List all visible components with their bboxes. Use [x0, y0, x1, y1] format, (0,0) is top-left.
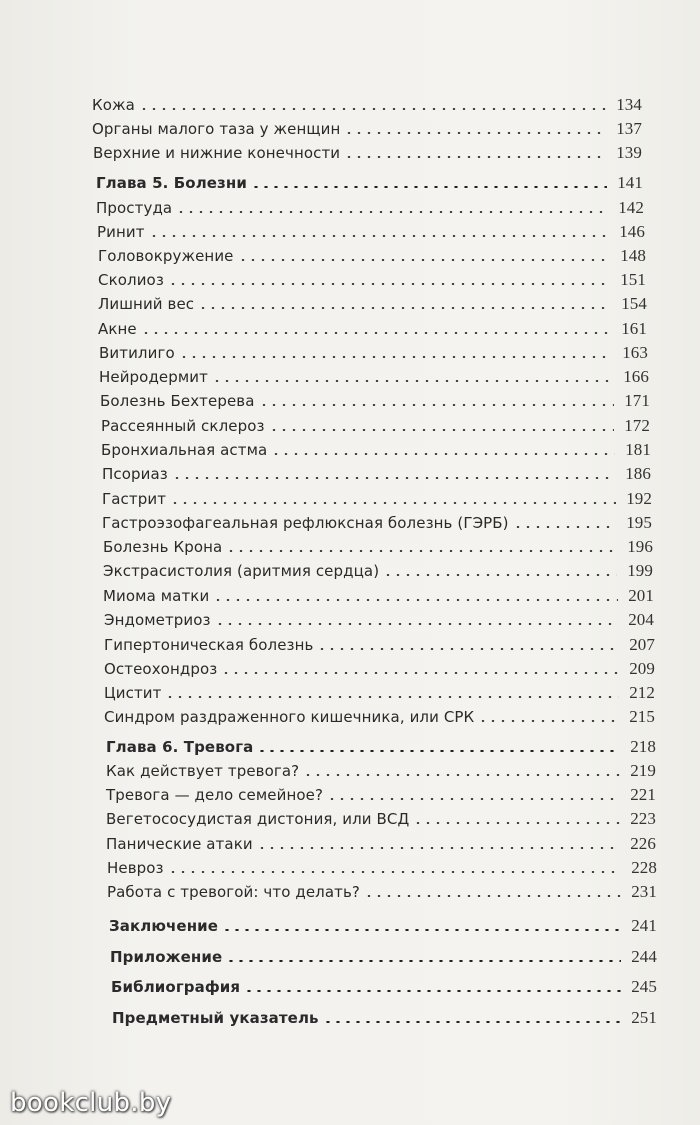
toc-entry-title: Сколиоз: [98, 271, 164, 289]
toc-page-number: 241: [631, 916, 657, 935]
toc-page-number: 207: [629, 635, 655, 654]
toc-entry-title: Акне: [98, 320, 137, 338]
dot-leader: [170, 502, 616, 504]
toc-entry-title: Экстрасистолия (аритмия сердца): [103, 562, 380, 580]
dot-leader: [215, 623, 618, 625]
toc-page-number: 228: [631, 858, 657, 877]
toc-chapter-row: [111, 972, 657, 996]
dot-leader: [303, 774, 620, 776]
dot-leader: [176, 211, 608, 213]
toc-row: [100, 386, 650, 410]
toc-row: [101, 411, 650, 435]
dot-leader: [259, 404, 614, 406]
dot-leader: [238, 259, 611, 261]
toc-entry-title: Заключение: [109, 917, 219, 935]
dot-leader: [139, 108, 606, 110]
toc-page-number: 212: [629, 683, 655, 702]
dot-leader: [172, 477, 615, 479]
toc-page-number: 192: [626, 489, 652, 508]
dot-leader: [513, 526, 616, 528]
toc-row: [98, 241, 646, 265]
toc-page-number: 226: [630, 834, 656, 853]
toc-page-number: 146: [619, 222, 645, 241]
toc-page-number: 186: [625, 464, 651, 483]
toc-entry-title: Псориаз: [102, 465, 168, 483]
toc-page-number: 204: [628, 610, 654, 629]
toc-entry-title: Вегетососудистая дистония, или ВСД: [106, 810, 410, 828]
toc-entry-title: Простуда: [96, 199, 173, 217]
dot-leader: [168, 283, 610, 285]
toc-page-number: 139: [616, 143, 642, 162]
toc-row: [98, 314, 647, 338]
toc-row: [104, 702, 655, 726]
toc-page-number: 199: [627, 561, 653, 580]
dot-leader: [168, 871, 621, 873]
dot-leader: [269, 429, 614, 431]
dot-leader: [221, 672, 619, 674]
toc-page-number: 195: [626, 513, 652, 532]
toc-page-number: 148: [620, 246, 646, 265]
dot-leader: [478, 720, 619, 722]
toc-page-number: 163: [622, 343, 648, 362]
toc-entry-title: Рассеянный склероз: [101, 417, 265, 435]
dot-leader: [383, 574, 617, 576]
toc-chapter-row: [96, 168, 643, 192]
toc-row: [103, 581, 654, 605]
toc-page-number: 218: [630, 737, 656, 756]
toc-entry-title: Гастрит: [102, 490, 167, 508]
toc-entry-title: Лишний вес: [98, 295, 195, 313]
toc-entry-title: Головокружение: [98, 247, 234, 265]
toc-row: [104, 678, 655, 702]
toc-row: [106, 756, 656, 780]
dot-leader: [198, 307, 611, 309]
toc-page-number: 151: [620, 270, 646, 289]
dot-leader: [244, 990, 621, 992]
toc-entry-title: Библиография: [111, 978, 241, 996]
dot-leader: [141, 332, 611, 334]
toc-entry-title: Витилиго: [99, 344, 175, 362]
toc-entry-title: Работа с тревогой: что делать?: [107, 883, 360, 901]
toc-row: [104, 654, 655, 678]
toc-row: [107, 853, 657, 877]
dot-leader: [251, 186, 607, 188]
toc-page-number: 196: [627, 537, 653, 556]
dot-leader: [257, 750, 620, 752]
toc-row: [104, 630, 655, 654]
dot-leader: [323, 1021, 621, 1023]
dot-leader: [271, 453, 615, 455]
toc-row: [97, 217, 645, 241]
toc-row: [103, 556, 653, 580]
toc-entry-title: Болезнь Бехтерева: [100, 392, 255, 410]
toc-row: [106, 804, 656, 828]
toc-row: [99, 338, 648, 362]
dot-leader: [226, 550, 617, 552]
toc-page-number: 209: [629, 659, 655, 678]
toc-page-number: 171: [624, 391, 650, 410]
toc-entry-title: Приложение: [110, 948, 223, 966]
dot-leader: [226, 960, 621, 962]
toc-entry-title: Глава 5. Болезни: [96, 174, 247, 192]
toc-page-number: 181: [625, 440, 651, 459]
toc-chapter-row: [112, 1003, 657, 1027]
dot-leader: [327, 798, 620, 800]
toc-row: [102, 484, 652, 508]
toc-row: [102, 508, 652, 532]
toc-entry-title: Органы малого таза у женщин: [92, 120, 341, 138]
toc-entry-title: Цистит: [104, 684, 162, 702]
toc-page-number: 219: [630, 761, 656, 780]
toc-page-number: 215: [629, 707, 655, 726]
toc-page-number: 223: [630, 809, 656, 828]
toc-row: [107, 877, 657, 901]
dot-leader: [165, 696, 619, 698]
toc-chapter-row: [109, 911, 657, 935]
dot-leader: [212, 380, 613, 382]
toc-row: [106, 780, 656, 804]
toc-row: [99, 362, 649, 386]
toc-row: [92, 90, 642, 114]
toc-entry-title: Остеохондроз: [104, 660, 218, 678]
toc-entry-title: Гипертоническая болезнь: [104, 636, 314, 654]
toc-entry-title: Невроз: [107, 859, 164, 877]
toc-page-number: 245: [631, 977, 657, 996]
toc-entry-title: Верхние и нижние конечности: [93, 144, 341, 162]
toc-page-number: 244: [631, 947, 657, 966]
toc-page-number: 166: [623, 367, 649, 386]
dot-leader: [213, 599, 618, 601]
toc-entry-title: Синдром раздраженного кишечника, или СРК: [104, 708, 475, 726]
toc-entry-title: Ринит: [97, 223, 145, 241]
toc-row: [96, 193, 644, 217]
dot-leader: [257, 847, 620, 849]
dot-leader: [179, 356, 612, 358]
toc-chapter-row: [106, 732, 656, 756]
toc-entry-title: Миома матки: [103, 587, 210, 605]
toc-chapter-row: [110, 942, 657, 966]
toc-row: [106, 829, 656, 853]
watermark: bookclub.by: [10, 1088, 172, 1118]
dot-leader: [317, 648, 619, 650]
toc-entry-title: Тревога — дело семейное?: [106, 786, 324, 804]
toc-entry-title: Гастроэзофагеальная рефлюксная болезнь (ГЭРБ): [102, 514, 509, 532]
toc-page-number: 251: [631, 1008, 657, 1027]
toc-page-number: 141: [617, 173, 643, 192]
toc-row: [98, 265, 646, 289]
toc-page-number: 137: [616, 119, 642, 138]
toc-entry-title: Болезнь Крона: [103, 538, 223, 556]
toc-row: [104, 605, 654, 629]
toc-entry-title: Панические атаки: [106, 835, 253, 853]
toc-row: [103, 532, 653, 556]
toc-row: [92, 114, 642, 138]
toc-page-number: 142: [618, 198, 644, 217]
toc-page-number: 161: [621, 319, 647, 338]
toc-page-number: 231: [631, 882, 657, 901]
toc-entry-title: Глава 6. Тревога: [106, 738, 254, 756]
dot-leader: [413, 822, 620, 824]
toc-page-number: 154: [621, 294, 647, 313]
toc-entry-title: Нейродермит: [99, 368, 208, 386]
toc-row: [93, 138, 642, 162]
toc-entry-title: Эндометриоз: [104, 611, 211, 629]
dot-leader: [344, 156, 606, 158]
toc-row: [102, 459, 651, 483]
toc-entry-title: Кожа: [92, 96, 135, 114]
toc-row: [101, 435, 651, 459]
dot-leader: [364, 895, 621, 897]
dot-leader: [222, 929, 621, 931]
toc-entry-title: Бронхиальная астма: [101, 441, 268, 459]
toc-page-number: 134: [616, 95, 642, 114]
toc-page-number: 201: [628, 586, 654, 605]
dot-leader: [344, 132, 606, 134]
toc-entry-title: Предметный указатель: [112, 1009, 319, 1027]
toc-entry-title: Как действует тревога?: [106, 762, 300, 780]
toc-page-number: 172: [624, 416, 650, 435]
toc-page-number: 221: [630, 785, 656, 804]
toc-row: [98, 289, 647, 313]
dot-leader: [149, 235, 609, 237]
